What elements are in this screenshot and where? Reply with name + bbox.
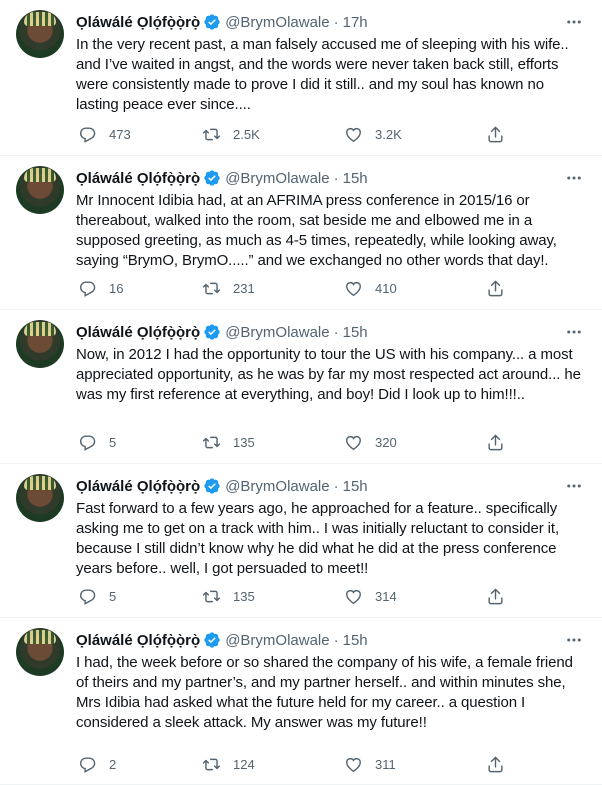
retweet-icon[interactable]	[202, 755, 221, 774]
share-button[interactable]	[486, 433, 517, 452]
tweet-timestamp[interactable]: 17h	[342, 13, 368, 31]
share-button[interactable]	[486, 587, 517, 606]
like-button-count: 320	[375, 434, 397, 450]
reply-button-count: 473	[109, 126, 131, 142]
like-icon[interactable]	[344, 433, 363, 452]
reply-button[interactable]	[78, 433, 116, 452]
like-button[interactable]	[344, 587, 397, 606]
separator-dot: ·	[333, 13, 339, 31]
author-name[interactable]: Ọláwálé Ọlọ́fọ̀ọ̀rọ̀	[76, 631, 201, 649]
more-options-icon[interactable]	[564, 323, 584, 341]
like-button-count: 314	[375, 588, 397, 604]
avatar[interactable]	[16, 474, 64, 522]
reply-button-count: 5	[109, 588, 117, 604]
like-button-count: 410	[375, 280, 397, 296]
reply-icon[interactable]	[78, 587, 97, 606]
avatar[interactable]	[16, 628, 64, 676]
tweet[interactable]	[0, 618, 602, 785]
retweet-button[interactable]	[202, 125, 260, 144]
author-name[interactable]: Ọláwálé Ọlọ́fọ̀ọ̀rọ̀	[76, 477, 201, 495]
author-handle[interactable]: @BrymOlawale	[225, 169, 330, 187]
retweet-button-count: 2.5K	[233, 126, 260, 142]
tweet[interactable]	[0, 156, 602, 310]
tweet[interactable]	[0, 464, 602, 618]
avatar[interactable]	[16, 320, 64, 368]
tweet-actions	[76, 278, 526, 298]
author-handle[interactable]: @BrymOlawale	[225, 13, 330, 31]
verified-badge-icon	[203, 13, 221, 31]
more-options-icon[interactable]	[564, 477, 584, 495]
tweet[interactable]	[0, 0, 602, 156]
verified-badge-icon	[203, 631, 221, 649]
tweet-actions	[76, 754, 526, 774]
tweet-timestamp[interactable]: 15h	[342, 477, 368, 495]
reply-button[interactable]	[78, 125, 131, 144]
reply-button[interactable]	[78, 279, 123, 298]
author-handle[interactable]: @BrymOlawale	[225, 323, 330, 341]
reply-icon[interactable]	[78, 279, 97, 298]
share-icon[interactable]	[486, 279, 505, 298]
verified-badge-icon	[203, 477, 221, 495]
more-options-icon[interactable]	[564, 631, 584, 649]
tweet-header	[76, 11, 368, 33]
separator-dot: ·	[333, 631, 339, 649]
like-button[interactable]	[344, 279, 397, 298]
retweet-button-count: 135	[233, 434, 255, 450]
like-button[interactable]	[344, 125, 402, 144]
share-icon[interactable]	[486, 755, 505, 774]
retweet-icon[interactable]	[202, 587, 221, 606]
tweet-header	[76, 167, 368, 189]
separator-dot: ·	[333, 323, 339, 341]
tweet-timestamp[interactable]: 15h	[342, 631, 368, 649]
tweet-actions	[76, 124, 526, 144]
author-name[interactable]: Ọláwálé Ọlọ́fọ̀ọ̀rọ̀	[76, 323, 201, 341]
reply-button[interactable]	[78, 587, 116, 606]
like-icon[interactable]	[344, 279, 363, 298]
tweet-text: Now, in 2012 I had the opportunity to tour the US with his company... a most appreciated opportunity, as he was by far my most respected act around... he was my first reference at everything, and boy! Did I look up to him!!!..	[76, 346, 581, 403]
tweet-text: Mr Innocent Idibia had, at an AFRIMA press conference in 2015/16 or thereabout, walked into the room, sat beside me and elbowed me in a supposed greeting, as much as 4-5 times, repeatedly, while looking away, saying “BrymO, BrymO.....” and we exchanged no other words that day!.	[76, 192, 557, 269]
share-icon[interactable]	[486, 587, 505, 606]
retweet-button-count: 231	[233, 280, 255, 296]
verified-badge-icon	[203, 169, 221, 187]
retweet-icon[interactable]	[202, 279, 221, 298]
avatar[interactable]	[16, 10, 64, 58]
share-icon[interactable]	[486, 433, 505, 452]
author-handle[interactable]: @BrymOlawale	[225, 477, 330, 495]
tweet-header	[76, 475, 368, 497]
retweet-button[interactable]	[202, 433, 255, 452]
separator-dot: ·	[333, 169, 339, 187]
share-icon[interactable]	[486, 125, 505, 144]
tweet-actions	[76, 432, 526, 452]
more-options-icon[interactable]	[564, 13, 584, 31]
like-button-count: 3.2K	[375, 126, 402, 142]
separator-dot: ·	[333, 477, 339, 495]
reply-icon[interactable]	[78, 433, 97, 452]
tweet-timestamp[interactable]: 15h	[342, 323, 368, 341]
share-button[interactable]	[486, 755, 517, 774]
reply-icon[interactable]	[78, 755, 97, 774]
like-button-count: 311	[375, 756, 396, 772]
like-icon[interactable]	[344, 125, 363, 144]
more-options-icon[interactable]	[564, 169, 584, 187]
author-handle[interactable]: @BrymOlawale	[225, 631, 330, 649]
retweet-icon[interactable]	[202, 433, 221, 452]
tweet-timestamp[interactable]: 15h	[342, 169, 368, 187]
like-icon[interactable]	[344, 755, 363, 774]
author-name[interactable]: Ọláwálé Ọlọ́fọ̀ọ̀rọ̀	[76, 169, 201, 187]
retweet-button[interactable]	[202, 279, 255, 298]
retweet-button-count: 124	[233, 756, 255, 772]
reply-button-count: 5	[109, 434, 117, 450]
reply-button[interactable]	[78, 755, 116, 774]
retweet-button[interactable]	[202, 755, 255, 774]
tweet[interactable]	[0, 310, 602, 464]
retweet-button-count: 135	[233, 588, 255, 604]
tweet-actions	[76, 586, 526, 606]
reply-icon[interactable]	[78, 125, 97, 144]
retweet-icon[interactable]	[202, 125, 221, 144]
like-button[interactable]	[344, 433, 397, 452]
author-name[interactable]: Ọláwálé Ọlọ́fọ̀ọ̀rọ̀	[76, 13, 201, 31]
verified-badge-icon	[203, 323, 221, 341]
reply-button-count: 16	[109, 280, 124, 296]
share-button[interactable]	[486, 279, 517, 298]
tweet-text: I had, the week before or so shared the company of his wife, a female friend of theirs and my partner’s, and my partner herself.. and within minutes she, Mrs Idibia had asked what the future held for my career.. a question I considered a sleek attack. My answer was my future!!	[76, 654, 573, 731]
tweet-header	[76, 629, 368, 651]
avatar[interactable]	[16, 166, 64, 214]
share-button[interactable]	[486, 125, 517, 144]
like-button[interactable]	[344, 755, 396, 774]
tweet-text: Fast forward to a few years ago, he approached for a feature.. specifically asking me to get on a track with him.. I was initially reluctant to consider it, because I still didn’t know why he did what he did at the press conference years before.. well, I got persuaded to meet!!	[76, 500, 560, 577]
retweet-button[interactable]	[202, 587, 255, 606]
reply-button-count: 2	[109, 756, 117, 772]
like-icon[interactable]	[344, 587, 363, 606]
tweet-text: In the very recent past, a man falsely accused me of sleeping with his wife.. and I’ve waited in angst, and the words were never taken back still, efforts were consistently made to prove I did it still.. and my soul has known no lasting peace ever since....	[76, 36, 569, 113]
tweet-header	[76, 321, 368, 343]
